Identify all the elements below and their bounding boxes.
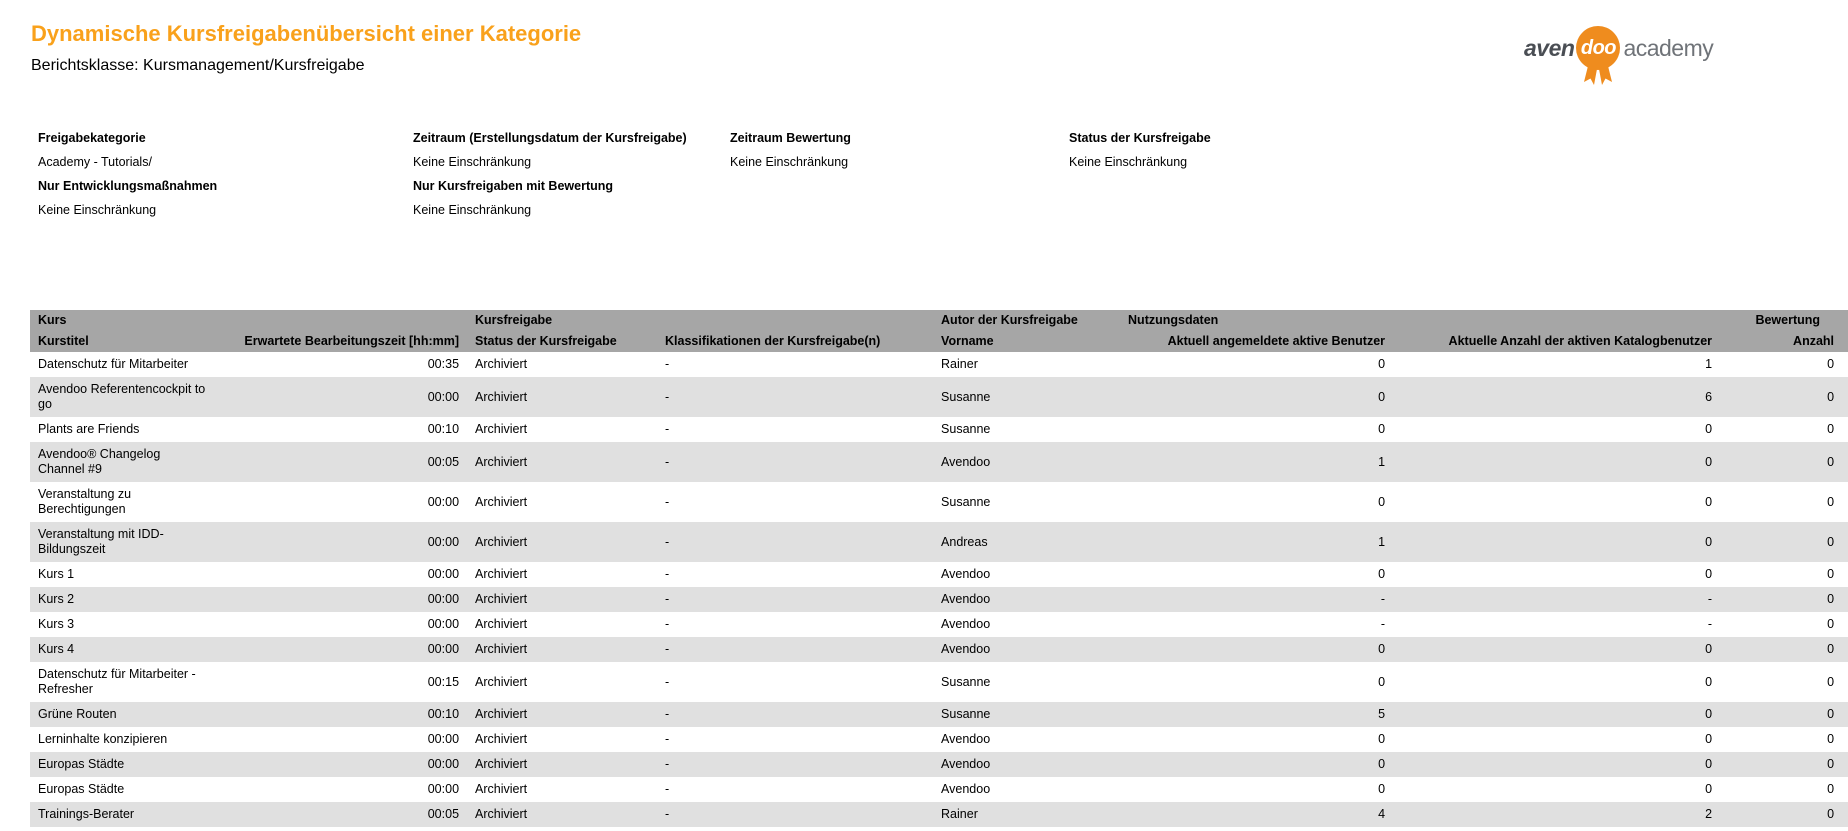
table-header	[30, 310, 1848, 352]
table-cell: 00:00	[215, 637, 467, 662]
table-row	[30, 442, 1848, 482]
filter-value-nur-entwicklungsmassnahmen: Keine Einschränkung	[38, 203, 157, 217]
table-row	[30, 752, 1848, 777]
logo-text-doo: doo	[1580, 36, 1617, 59]
table-cell: -	[665, 494, 670, 509]
table-cell: 00:10	[427, 422, 460, 436]
table-cell: Grüne Routen	[30, 702, 215, 727]
table-cell: 0	[1720, 442, 1848, 482]
filter-label-nur-entwicklungsmassnahmen: Nur Entwicklungsmaßnahmen	[38, 179, 218, 193]
table-cell: 0	[1393, 442, 1720, 482]
table-cell: 0	[1378, 567, 1386, 581]
table-cell: Europas Städte	[38, 782, 125, 796]
table-cell: -	[665, 567, 670, 581]
column-header-anzahl: Anzahl	[1720, 331, 1848, 352]
table-cell: 0	[1378, 732, 1386, 746]
logo-text-aven: aven	[1524, 34, 1575, 61]
table-cell: Archiviert	[475, 357, 528, 371]
table-cell: -	[657, 377, 933, 417]
table-cell: -	[665, 674, 670, 689]
table-cell: -	[665, 782, 670, 796]
table-cell: Susanne	[941, 422, 991, 436]
page-title: Dynamische Kursfreigabenübersicht einer Kategorie	[31, 21, 582, 46]
table-cell: Kurs 3	[38, 617, 75, 631]
table-cell: 0	[1705, 782, 1713, 796]
table-cell: Susanne	[941, 674, 991, 689]
table-cell: -	[657, 802, 933, 827]
table-cell: 00:00	[215, 377, 467, 417]
table-row	[30, 637, 1848, 662]
table-cell: -	[665, 422, 670, 436]
table-row	[30, 612, 1848, 637]
table-cell: 5	[1120, 702, 1393, 727]
filter-summary	[38, 126, 1211, 222]
table-cell: 0	[1705, 674, 1713, 689]
table-cell: Avendoo	[941, 732, 991, 746]
table-row	[30, 417, 1848, 442]
table-cell: 00:10	[215, 702, 467, 727]
table-cell: 0	[1393, 752, 1720, 777]
table-cell: Avendoo	[933, 637, 1120, 662]
report-class: Berichtsklasse: Kursmanagement/Kursfreigabe	[31, 57, 365, 74]
table-cell: Susanne	[933, 702, 1120, 727]
column-header-aktive-benutzer: Aktuell angemeldete aktive Benutzer	[1120, 331, 1393, 352]
table-cell: Archiviert	[475, 494, 528, 509]
table-cell: 0	[1393, 637, 1720, 662]
table-cell: Archiviert	[475, 732, 528, 746]
table-cell: Avendoo	[933, 752, 1120, 777]
table-cell: 00:00	[427, 782, 460, 796]
table-cell: 00:00	[215, 587, 467, 612]
table-cell: Archiviert	[467, 752, 657, 777]
table-row	[30, 562, 1848, 587]
column-header-status: Status der Kursfreigabe	[467, 331, 657, 352]
table-cell: 0	[1720, 637, 1848, 662]
table-row	[30, 587, 1848, 612]
table-cell: 1	[1120, 442, 1393, 482]
table-row	[30, 377, 1848, 417]
table-cell: 0	[1827, 422, 1835, 436]
table-cell: Avendoo	[941, 567, 991, 581]
table-cell: 0	[1827, 617, 1835, 631]
filter-label-zeitraum-bewertung: Zeitraum Bewertung	[730, 131, 851, 145]
table-cell: Veranstaltung mit IDD-Bildungszeit	[30, 522, 215, 562]
table-cell: Archiviert	[467, 802, 657, 827]
table-row	[30, 802, 1848, 827]
table-cell: 00:00	[427, 567, 460, 581]
column-header-klassifikationen: Klassifikationen der Kursfreigabe(n)	[657, 331, 933, 352]
ribbon-icon	[1584, 66, 1612, 86]
table-cell: 0	[1827, 732, 1835, 746]
table-row	[30, 522, 1848, 562]
table-cell: Kurs 1	[38, 567, 75, 581]
group-header-kursfreigabe: Kursfreigabe	[467, 310, 933, 331]
table-cell: 00:00	[215, 522, 467, 562]
filter-value-status-der-kursfreigabe: Keine Einschränkung	[1069, 155, 1188, 169]
table-cell: -	[665, 617, 670, 631]
table-cell: 2	[1393, 802, 1720, 827]
table-cell: 0	[1705, 422, 1713, 436]
table-cell: 0	[1827, 357, 1835, 371]
table-cell: Kurs 4	[30, 637, 215, 662]
table-row	[30, 482, 1848, 522]
table-cell: 00:15	[427, 674, 460, 689]
page-header	[31, 21, 581, 75]
table-cell: 0	[1378, 357, 1386, 371]
table-cell: 00:05	[215, 802, 467, 827]
table-cell: 0	[1378, 494, 1386, 509]
table-row	[30, 662, 1848, 702]
column-header-kurstitel: Kurstitel	[30, 331, 215, 352]
table-cell: Plants are Friends	[38, 422, 140, 436]
column-header-vorname: Vorname	[933, 331, 1120, 352]
table-cell: 0	[1120, 377, 1393, 417]
table-cell: Avendoo® Changelog Channel #9	[30, 442, 215, 482]
table-cell: Archiviert	[475, 617, 528, 631]
table-cell: 0	[1393, 522, 1720, 562]
table-cell: 0	[1378, 674, 1386, 689]
filter-column-2	[413, 126, 730, 222]
table-cell: Datenschutz für Mitarbeiter - Refresher	[38, 667, 196, 696]
table-row	[30, 777, 1848, 802]
table-cell: -	[665, 732, 670, 746]
filter-value-freigabekategorie: Academy - Tutorials/	[38, 155, 152, 169]
table-cell: -	[657, 752, 933, 777]
table-cell: 4	[1120, 802, 1393, 827]
filter-value-nur-kursfreigaben-mit-bewertung: Keine Einschränkung	[413, 203, 532, 217]
table-cell: -	[657, 442, 933, 482]
table-cell: 6	[1393, 377, 1720, 417]
table-cell: Archiviert	[467, 637, 657, 662]
group-header-bewertung: Bewertung	[1720, 310, 1848, 331]
filter-column-1	[38, 126, 413, 222]
table-cell: -	[1380, 617, 1386, 631]
table-cell: 0	[1705, 732, 1713, 746]
table-cell: 0	[1720, 802, 1848, 827]
logo-text-academy: academy	[1623, 34, 1714, 61]
table-cell: Archiviert	[475, 674, 528, 689]
avendoo-academy-logo	[1524, 26, 1713, 70]
filter-value-zeitraum-erstellungsdatum: Keine Einschränkung	[413, 155, 532, 169]
table-row	[30, 702, 1848, 727]
table-cell: Susanne	[941, 494, 991, 509]
table-cell: 0	[1720, 522, 1848, 562]
table-cell: 0	[1378, 782, 1386, 796]
table-cell: -	[1120, 587, 1393, 612]
table-cell: Archiviert	[475, 782, 528, 796]
column-header-katalogbenutzer: Aktuelle Anzahl der aktiven Katalogbenutzer	[1393, 331, 1720, 352]
column-header-bearbeitungszeit: Erwartete Bearbeitungszeit [hh:mm]	[215, 331, 467, 352]
table-cell: 00:00	[427, 732, 460, 746]
table-cell: 00:00	[427, 494, 460, 509]
table-cell: Rainer	[941, 357, 978, 371]
table-cell: 0	[1827, 782, 1835, 796]
table-cell: Archiviert	[467, 587, 657, 612]
table-cell: 0	[1720, 702, 1848, 727]
table-cell: -	[665, 357, 670, 371]
table-body	[30, 352, 1848, 827]
table-cell: Avendoo	[933, 442, 1120, 482]
table-cell: Archiviert	[467, 377, 657, 417]
table-cell: -	[1707, 617, 1713, 631]
table-cell: 0	[1378, 422, 1386, 436]
table-cell: Kurs 2	[30, 587, 215, 612]
table-cell: 0	[1705, 494, 1713, 509]
table-cell: -	[657, 522, 933, 562]
table-cell: 00:05	[215, 442, 467, 482]
table-cell: 00:00	[215, 752, 467, 777]
table-cell: Archiviert	[467, 702, 657, 727]
filter-value-zeitraum-bewertung: Keine Einschränkung	[730, 155, 849, 169]
table-column-header-row	[30, 331, 1848, 352]
table-cell: Andreas	[933, 522, 1120, 562]
table-cell: 0	[1393, 702, 1720, 727]
table-cell: -	[657, 587, 933, 612]
filter-column-3	[730, 126, 1069, 222]
table-cell: -	[657, 702, 933, 727]
group-header-nutzungsdaten: Nutzungsdaten	[1120, 310, 1720, 331]
table-cell: Veranstaltung zu Berechtigungen	[38, 487, 132, 516]
table-cell: Archiviert	[467, 522, 657, 562]
table-cell: 0	[1120, 637, 1393, 662]
table-cell: Europas Städte	[30, 752, 215, 777]
table-cell: Lerninhalte konzipieren	[38, 732, 168, 746]
table-group-header-row	[30, 310, 1848, 331]
table-cell: Archiviert	[475, 567, 528, 581]
table-cell: 0	[1720, 752, 1848, 777]
table-cell: 0	[1827, 494, 1835, 509]
table-cell: 0	[1827, 567, 1835, 581]
filter-label-status-der-kursfreigabe: Status der Kursfreigabe	[1069, 131, 1211, 145]
filter-label-freigabekategorie: Freigabekategorie	[38, 131, 146, 145]
table-cell: 1	[1120, 522, 1393, 562]
table-cell: Trainings-Berater	[30, 802, 215, 827]
table-row	[30, 352, 1848, 377]
table-cell: Avendoo Referentencockpit to go	[30, 377, 215, 417]
report-table	[30, 310, 1848, 827]
table-row	[30, 727, 1848, 752]
table-cell: Datenschutz für Mitarbeiter	[38, 357, 189, 371]
table-cell: Avendoo	[933, 587, 1120, 612]
table-cell: Susanne	[933, 377, 1120, 417]
table-cell: -	[657, 637, 933, 662]
table-cell: 0	[1720, 587, 1848, 612]
table-cell: Avendoo	[941, 617, 991, 631]
group-header-kurs: Kurs	[30, 310, 467, 331]
group-header-autor: Autor der Kursfreigabe	[933, 310, 1120, 331]
filter-label-nur-kursfreigaben-mit-bewertung: Nur Kursfreigaben mit Bewertung	[413, 179, 614, 193]
table-cell: 1	[1705, 357, 1713, 371]
table-cell: 00:35	[427, 357, 460, 371]
filter-label-zeitraum-erstellungsdatum: Zeitraum (Erstellungsdatum der Kursfreigabe)	[413, 131, 687, 145]
table-cell: Archiviert	[467, 442, 657, 482]
table-cell: 0	[1720, 377, 1848, 417]
table-cell: Archiviert	[475, 422, 528, 436]
table-cell: 0	[1827, 674, 1835, 689]
table-cell: -	[1393, 587, 1720, 612]
table-cell: Rainer	[933, 802, 1120, 827]
logo-badge-circle	[1576, 26, 1620, 70]
table-cell: 0	[1120, 752, 1393, 777]
table-cell: 00:00	[427, 617, 460, 631]
table-cell: Avendoo	[941, 782, 991, 796]
table-cell: 0	[1705, 567, 1713, 581]
filter-column-4	[1069, 126, 1211, 222]
